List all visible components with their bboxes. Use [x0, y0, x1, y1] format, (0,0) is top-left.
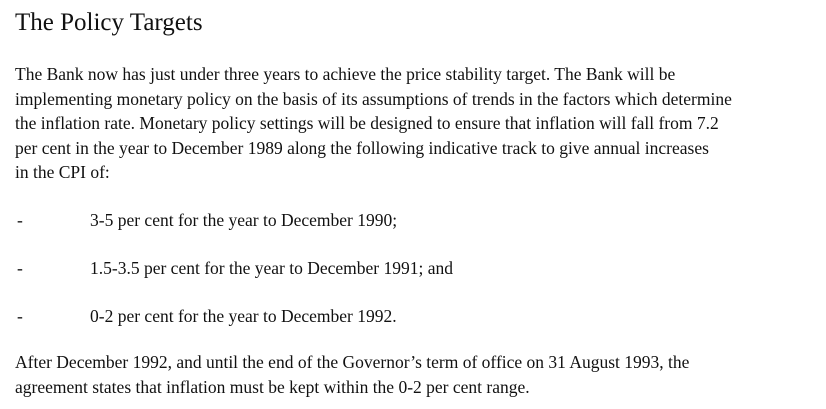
- section-heading: The Policy Targets: [15, 9, 203, 36]
- closing-line: agreement states that inflation must be kept within the 0-2 per cent range.: [15, 376, 530, 397]
- closing-line: After December 1992, and until the end of the Governor’s term of office on 31 August 1993, the: [15, 352, 690, 372]
- target-item-1990: [0, 208, 826, 232]
- intro-paragraph: [15, 62, 732, 185]
- target-text: 3-5 per cent for the year to December 1990;: [90, 210, 398, 230]
- intro-line: implementing monetary policy on the basis of its assumptions of trends in the factors which determine: [15, 88, 732, 109]
- closing-paragraph: [15, 350, 689, 399]
- bullet-marker: -: [17, 210, 23, 230]
- intro-line: per cent in the year to December 1989 along the following indicative track to give annual increases: [15, 137, 709, 158]
- intro-line: in the CPI of:: [15, 162, 110, 182]
- target-item-1992: [0, 304, 826, 328]
- intro-line: the inflation rate. Monetary policy settings will be designed to ensure that inflation will fall from 7.2: [15, 113, 719, 133]
- target-text: 0-2 per cent for the year to December 1992.: [90, 306, 397, 326]
- target-item-1991: [0, 256, 826, 280]
- bullet-marker: -: [17, 306, 23, 326]
- target-text: 1.5-3.5 per cent for the year to December 1991; and: [90, 258, 453, 278]
- intro-line: The Bank now has just under three years to achieve the price stability target. The Bank will be: [15, 64, 676, 84]
- bullet-marker: -: [17, 258, 23, 278]
